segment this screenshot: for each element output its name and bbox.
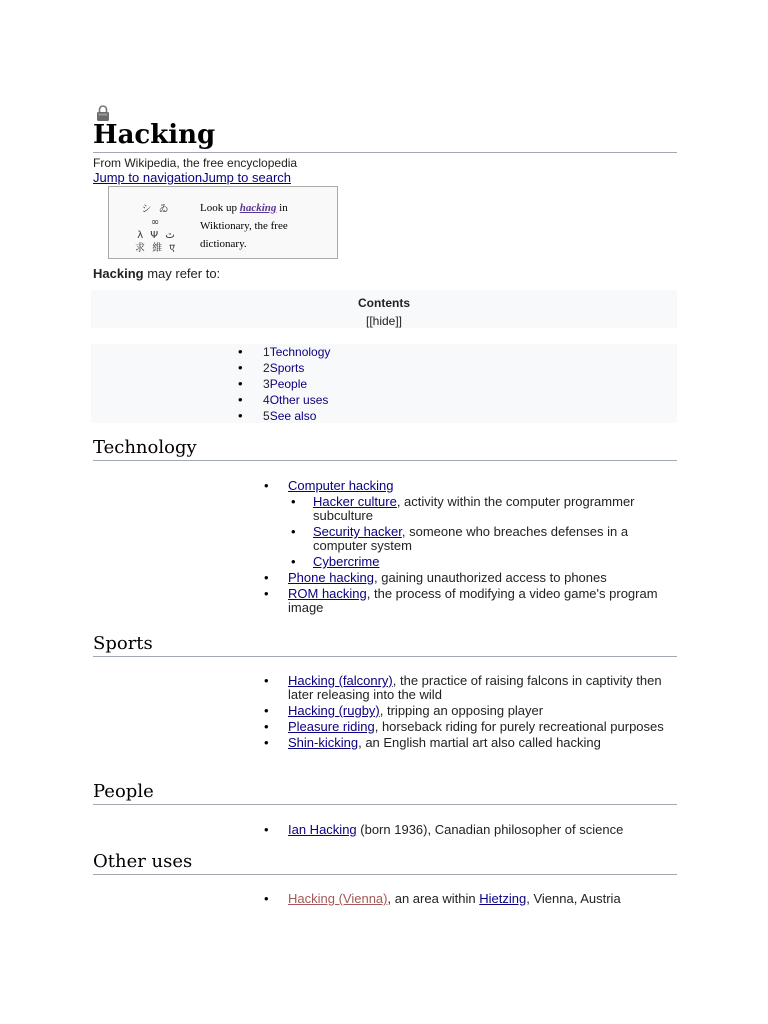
wiktionary-logo-icon: シ ゐ ∞ λ Ψ ٿ 求 維 ए — [135, 204, 177, 254]
other-uses-list — [288, 892, 680, 908]
section-heading-people: People — [93, 780, 677, 805]
security-hacker-link[interactable]: Security hacker — [313, 524, 402, 539]
jump-to-navigation-link[interactable]: Jump to navigation — [93, 170, 203, 185]
section-heading-sports: Sports — [93, 632, 677, 657]
computer-hacking-sublist — [313, 495, 680, 569]
toc-item-see-also[interactable]: • 5See also — [91, 408, 677, 424]
toc-hide-toggle[interactable]: [[hide]] — [365, 314, 403, 328]
list-item: • Hacking (rugby), tripping an opposing player — [288, 704, 680, 718]
sports-list — [288, 674, 680, 752]
people-list — [288, 823, 680, 839]
hietzing-link[interactable]: Hietzing — [479, 891, 527, 906]
toc-item-people[interactable]: • 3People — [91, 376, 677, 392]
wiktionary-text: Look up hacking in Wiktionary, the free dictionary. — [200, 202, 288, 250]
toc-item-sports[interactable]: • 2Sports — [91, 360, 677, 376]
toc-header — [91, 290, 677, 328]
technology-list — [288, 479, 680, 617]
hacking-vienna-link[interactable]: Hacking (Vienna) — [288, 891, 388, 906]
toc-list — [91, 344, 677, 423]
jump-to-search-link[interactable]: Jump to search — [202, 170, 291, 185]
wiktionary-box — [108, 186, 338, 259]
rom-hacking-link[interactable]: ROM hacking — [288, 586, 367, 601]
intro-text: Hacking may refer to: — [93, 266, 221, 281]
list-item: • Hacker culture, activity within the computer programmer subculture — [313, 495, 680, 523]
computer-hacking-link[interactable]: Computer hacking — [288, 478, 394, 493]
hacking-rugby-link[interactable]: Hacking (rugby) — [288, 703, 380, 718]
shin-kicking-link[interactable]: Shin-kicking — [288, 735, 359, 750]
pleasure-riding-link[interactable]: Pleasure riding — [288, 719, 375, 734]
list-item: • Pleasure riding, horseback riding for purely recreational purposes — [288, 720, 680, 734]
list-item: • Ian Hacking (born 1936), Canadian philosopher of science — [288, 823, 680, 837]
list-item — [288, 479, 680, 569]
toc-item-technology[interactable]: • 1Technology — [91, 344, 677, 360]
list-item: • Hacking (Vienna), an area within Hietzing, Vienna, Austria — [288, 892, 680, 906]
toc-title: Contents — [358, 296, 410, 310]
list-item: • ROM hacking, the process of modifying a video game's program image — [288, 587, 680, 615]
hacking-falconry-link[interactable]: Hacking (falconry) — [288, 673, 393, 688]
phone-hacking-link[interactable]: Phone hacking — [288, 570, 375, 585]
ian-hacking-link[interactable]: Ian Hacking — [288, 822, 357, 837]
table-of-contents — [91, 290, 677, 423]
list-item: • Phone hacking, gaining unauthorized access to phones — [288, 571, 680, 585]
site-tagline: From Wikipedia, the free encyclopedia — [93, 156, 298, 170]
section-heading-other-uses: Other uses — [93, 850, 677, 875]
section-heading-technology: Technology — [93, 436, 677, 461]
hacker-culture-link[interactable]: Hacker culture — [313, 494, 397, 509]
toc-item-other-uses[interactable]: • 4Other uses — [91, 392, 677, 408]
list-item: • Security hacker, someone who breaches defenses in a computer system — [313, 525, 680, 553]
jump-links — [93, 170, 291, 185]
cybercrime-link[interactable]: Cybercrime — [313, 554, 380, 569]
list-item — [313, 555, 680, 569]
wiktionary-term-link[interactable]: hacking — [239, 202, 277, 214]
list-item: • Shin-kicking, an English martial art also called hacking — [288, 736, 680, 750]
page-title: Hacking — [93, 118, 677, 153]
list-item: • Hacking (falconry), the practice of raising falcons in captivity then later releasing into the wild — [288, 674, 680, 702]
